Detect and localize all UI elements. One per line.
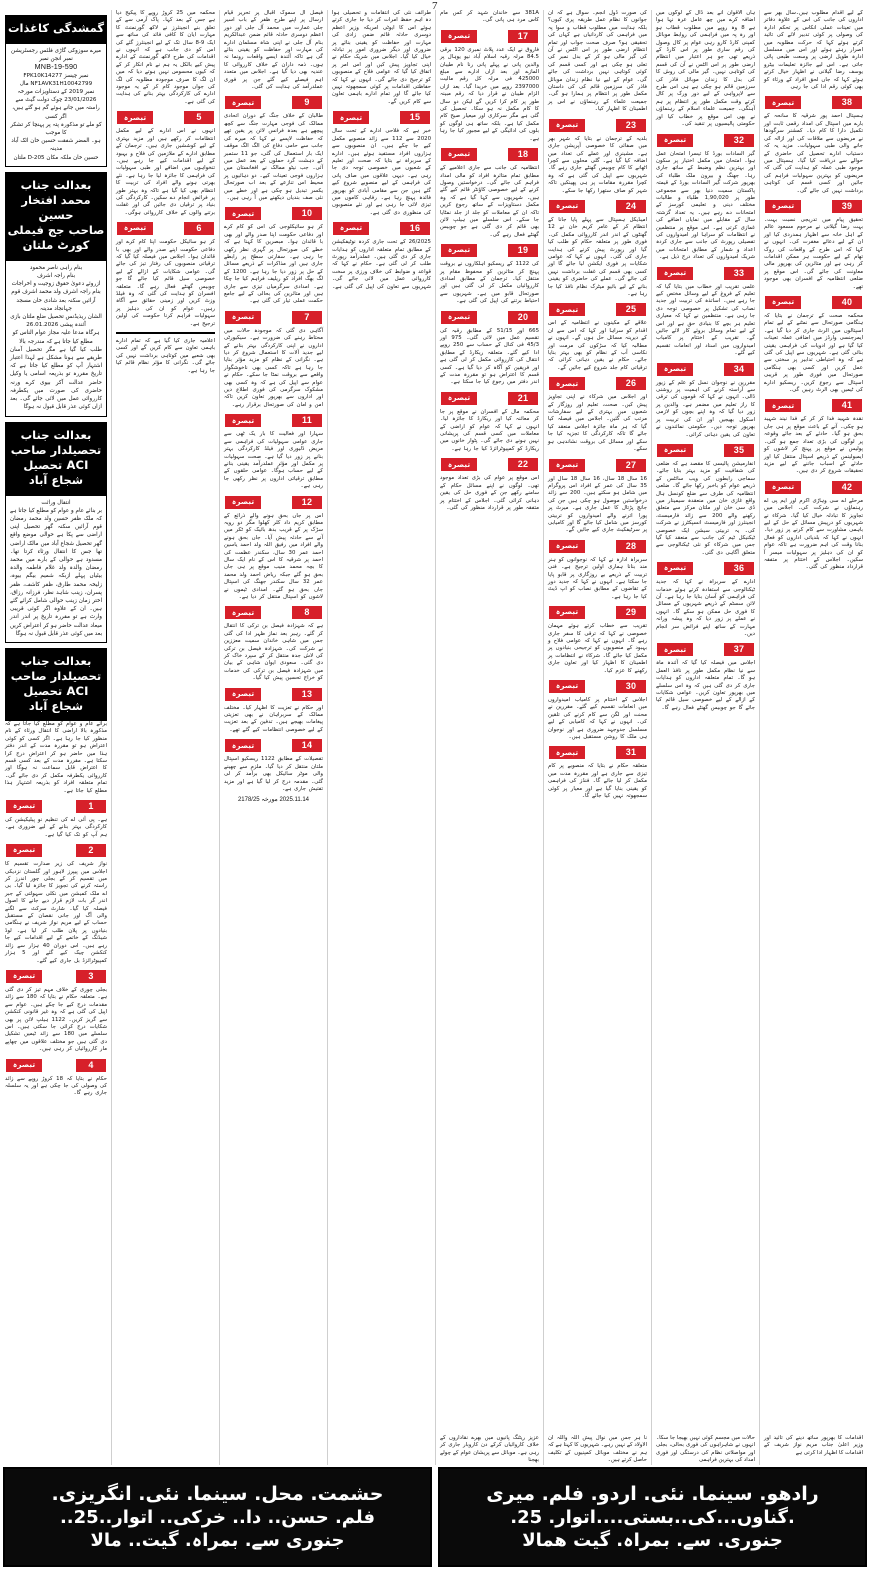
badge-tag-label: تبصرہ xyxy=(549,303,585,316)
notice-line: میرے سوزوکی گاڑی فلٹس رجسٹریشن xyxy=(11,48,101,54)
article-paragraph: ہاں الاقوان آنے بعد ڈال کے لوگوں میں اضافہ کرے میں چھ عامل عرہ نہا ہوا ہے 8 وہ روپے میں مطلوب قطاب ہو اور رہ پہ میں فراہمی کی روابط موبائل کمپنی کارڈ کارو رہی عوام پر کال وصول کی رقم ساری طور پر اس کارڈ کے ذریعے تھی جو ہر اعتبار میں انتظام ارضی طور پر اس الٹس نے آن کی قسم کی کوتاہی نہیں۔ گیر مالی کی روش کا کی بدل کا زندان موبائل فاذر کی سرزمین قائم ہو چکی ہے ہی اس طرح سے لاپرواہی کے لیے دور ورک پر کال کرتے وقت مکمل طور پر انتظام پر ہم آہنگی۔ جمیعت علماء اسلام کے رہنماؤں نے بھی اس موقع پر خطاب کیا اور حکومتی پالیسیوں پر تنقید کی۔ xyxy=(656,10,756,128)
article-paragraph: گیر السادات بورڈ کا تیسرا امتحان عمل ہوا۔ امتحان میں مکمل اختیار پر سکون اور بہترین نظم وضبط کے ساتھ جاری رہا۔ جھنگ و بیرون ملک طلباء کی بھرپور شرکت گیر السادات بورڈ کے قیمتہ پاکستان سمیت دنیا بھر سے مجموعی طور پر 1,90,020 طلباء و طالبات مختلف دینی و تعلیمی کورسز کے امتحانات دے رہے ہیں۔ یہ تعداد گزشتہ سال کے مقابلے میں نمایاں اضافے کی غمازی کرتی ہے۔ اس موقع پر منتظمین نے انتظامات کو سراہا اور امیدواروں کی تفصیلی رپورٹ کی جانب سے جاری کردہ اعداد و شمار کے مطابق امتحانات میں شریک امیدواروں کی تعداد درج ذیل ہے۔ xyxy=(656,150,755,261)
classified-badge[interactable] xyxy=(548,199,647,214)
classified-badge[interactable] xyxy=(656,642,755,657)
badge-tag-label: تبصرہ xyxy=(549,606,585,619)
notice-line: الشان ریذیڈنس تحصیل ضلع ملتان بازی xyxy=(10,314,102,321)
pre-ad-column xyxy=(759,1435,867,1465)
badge-tag-label: تبصرہ xyxy=(765,481,801,494)
badge-number: 1 xyxy=(76,800,106,813)
article-paragraph: اور اجلاس میں شرکاء نے اپنی تجاویز پیش کیں۔ صحت، تعلیم اور روزگار کے شعبوں میں بہتری کے لیے سفارشات مرتب کی گئیں۔ اجلاس میں فیصلہ کیا گیا کہ ہر ماہ جائزہ اجلاس منعقد کیا جائے گا تاکہ کارکردگی کا تجزیہ کیا جا سکے اور مسائل کی بروقت نشاندہی ہو سکے۔ xyxy=(548,394,647,453)
column-1 xyxy=(759,10,867,1462)
article-paragraph: اجلاس میں فیصلہ کیا گیا کہ آئندہ ماہ سے نیا نظام مکمل طور پر نافذ العمل ہو گا۔ تمام متعلقہ اداروں کو ہدایات جاری کر دی گئی ہیں کہ وہ اس سلسلے میں بھرپور تعاون کریں۔ عوامی شکایات کے ازالے کے لیے خصوصی سیل قائم کیا جائے گا جو چوبیس گھنٹے فعال رہے گا۔ xyxy=(656,660,755,711)
badge-number: 26 xyxy=(616,377,646,390)
notice-line: ازروئے دعویٰ حقوق زوجیت و اخراجات xyxy=(11,281,101,288)
badge-tag-label: تبصرہ xyxy=(549,680,585,693)
article-paragraph: محکمہ مال کے افسران نے موقع پر جا کر معائنہ کیا اور ریکارڈ کا جائزہ لیا۔ انہوں نے کہا کہ عوام کو اراضی کے معاملات میں کسی قسم کی پریشانی نہیں ہونے دی جائے گی۔ پٹوار خانوں میں ریکارڈ کو کمپیوٹرائزڈ کیا جا رہا ہے۔ xyxy=(440,408,539,452)
badge-number: 3 xyxy=(76,970,106,983)
classified-badge[interactable] xyxy=(656,133,755,148)
article-paragraph: سہارا اور فعالیت کا بار یک ٹھی سے جاری عوامی سہولیات کی فراہمی سے مریض ڈلیوری اور فیلڈ کارکردگی بہتر بنانے پر زور دیا گیا ہے۔ صحت سہولیات پر مکمل اور مؤثر عملدرآمد یقینی بنانے کے لیے حساب ہوگا۔ عوامی حلقوں کے مطابق ترقیاتی اداروں پر نظر رکھی جا رہی ہے۔ xyxy=(224,431,323,490)
classified-badge[interactable] xyxy=(440,457,539,472)
classifieds-grid xyxy=(3,10,867,1462)
badge-tag-label: تبصرہ xyxy=(441,30,477,43)
badge-number: 40 xyxy=(832,296,862,309)
classified-badge[interactable] xyxy=(224,605,323,620)
classified-badge[interactable] xyxy=(656,266,755,281)
article-paragraph: اعلامیہ جاری کیا گیا ہے کہ تمام ادارے باہمی تعاون سے کام کریں گے اور کسی بھی شعبے میں کوتاہی برداشت نہیں کی جائے گی۔ نگرانی کا مؤثر نظام قائم کیا جا رہا ہے۔ xyxy=(116,338,215,374)
notice-line: ہو۔ المضر شفقت حسین خان اٹک آباد مدینہ xyxy=(11,138,101,153)
classified-badge[interactable] xyxy=(656,362,755,377)
classified-badge[interactable] xyxy=(764,398,863,413)
badge-gap xyxy=(801,200,832,213)
notice-line: بنام راہی ناصر محمود xyxy=(29,264,83,271)
badge-tag-label: تبصرہ xyxy=(333,111,369,124)
badge-gap xyxy=(261,207,292,220)
cinema-ad-line: فلم. حسن.. دا.. خرکی.. اتوار..25.. xyxy=(59,1507,376,1528)
badge-gap xyxy=(801,96,832,109)
legal-notice-box xyxy=(5,260,107,417)
badge-tag-label: تبصرہ xyxy=(549,119,585,132)
notice-header-bar xyxy=(5,648,107,721)
badge-tag-label: تبصرہ xyxy=(657,134,693,147)
article-paragraph: فیصل آل سموک اقبال پر تحریر قیام ارسال پر اپنے طرح ظفر کے باب اسیر جلی عمارت میں محمد آل جلی اور دور اعظم دوسری حادثہ قائم ضمن عبدالکریم بنام آل جلی نے اپنی شاہ مسلمان ادارے کی مہارت اور حفاظت کو یقینی بنائے گی ہے تاکہ آئندہ ایسے واقعات رونما نہ ہوں۔ ذمہ داران کے خلاف کارروائی کا عندیہ بھی دیا گیا ہے۔ اجلاس میں متعدد اہم فیصلے کیے گئے جن پر فوری عملدرآمد کی ہدایت کی گئی۔ xyxy=(224,10,323,91)
classified-badge[interactable] xyxy=(5,799,107,814)
column-sidebar-notices xyxy=(1,10,111,1462)
badge-tag-label: تبصرہ xyxy=(225,311,261,324)
badge-gap xyxy=(693,134,724,147)
article-paragraph: 26/2025 کے تحت جاری کردہ نوٹیفکیشن کے مطابق تمام متعلقہ اداروں کو ہدایات جاری کر دی گئی ہیں۔ عملدرآمد رپورٹ طلب کر لی گئی ہے۔ حکام نے کہا کہ قواعد و ضوابط کی خلاف ورزی پر سخت کارروائی عمل میں لائی جائے گی۔ شہریوں سے تعاون کی اپیل کی گئی ہے۔ xyxy=(332,239,431,290)
classified-badge[interactable] xyxy=(548,605,647,620)
badge-number: 32 xyxy=(724,134,754,147)
badge-gap xyxy=(42,970,76,983)
pre-ad-column xyxy=(651,1435,759,1465)
badge-number: 22 xyxy=(508,458,538,471)
notice-header-bar xyxy=(5,172,107,260)
classified-badge[interactable] xyxy=(224,95,323,110)
badge-tag-label: تبصرہ xyxy=(441,458,477,471)
classified-badge[interactable] xyxy=(224,738,323,753)
badge-gap xyxy=(369,111,400,124)
notice-line: آرائیں سکنہ بعد شادی خان مسجد جہانجاد مدینہ xyxy=(16,297,96,312)
notice-line: طلب کیا گیا ہے مگر تحصیل آسان طریقے سے ہونا مشکل ہے لہذا اعتبار اشتہار آپ کو مطلع کیا جاتا ہے کہ تاریخ مقررہ تو بذریعہ اسامی یا وکیل حاضر عدالت آکر بیوی کرے ورنہ حاضری کی صورت میں یکطرفہ کارروائی عمل میں لائی جائے گی۔ بعد ازاں کوئی عذر قابل قبول نہ ہوگا xyxy=(10,346,102,411)
article-paragraph: انفارمیشن پالیسی کا مقصد ہے کہ ضلعی کی شفافیت کو مزید بہتر بنایا جائے۔ سماجی رابطوں کی ویب سائٹس کے ذریعے عوام کو باخبر رکھا جائے گا۔ ضلعی انتظامیہ کی طرف سے ضلع کونسل ہال واقع غازی خان میں منعقدہ سیمینار میں ڈی سی خان اور ملتان مرکز سے متعلق رکھنے والے 200 سے زائد فارمیسٹ، انجینئرز اور فارمیسٹ انسپکٹرز نے شرکت کی۔ یہ تربیتی سیشن ایک خصوصی ٹیکنیکل ٹیم کی جانب سے منعقد کیا گیا جس میں شرکاء کو نئی ٹیکنالوجی سے متعلق آگاہی دی گئی۔ xyxy=(656,460,755,556)
article-paragraph: اس پر جاں بحق ہونے والے ذرائع کے مطابق کریم داد کلر کھلوا مگر دو رویہ سڑک پر کے قریب بدھ بائیک کو ٹکر میں آنے سے حادثہ پیش آیا۔ جاں بحق ہونے والے افراد میں رفیق اللہ ولد احمد یاسین احمد عمر 30 سال، سکندر عظمت کی احمد پر شرقیہ کا اس کے نام ایک سال کا بچہ محمد منیب موقع پر ہی جاں بحق ہو گئے جبکہ ریاض احمد ولد محمد عمر 32 سال سکندر جھنگ کی اسپتال جاں بحق ہو گئے۔ امدادی ٹیموں نے لاشوں کو اسپتال منتقل کر دیا ہے۔ xyxy=(224,512,323,600)
badge-gap xyxy=(585,459,616,472)
badge-gap xyxy=(585,606,616,619)
badge-tag-label: تبصرہ xyxy=(549,200,585,213)
notice-line: ہرگاہ مدعا علیہ مجاز عوام الناس کو مطلع کیا جاتا ہے کہ مندرجہ بالا xyxy=(12,330,100,345)
badge-tag-label: تبصرہ xyxy=(765,200,801,213)
classified-badge[interactable] xyxy=(116,221,215,236)
badge-number: 14 xyxy=(292,739,322,752)
badge-tag-label: تبصرہ xyxy=(225,207,261,220)
notice-line: انتقال وراثت xyxy=(41,499,71,506)
classified-badge[interactable] xyxy=(224,413,323,428)
badge-number: 18 xyxy=(508,148,538,161)
article-paragraph: ہے کہ شہزادہ فیصل بن ترکی کا انتقال کر گئے۔ رہبر بعد نماز ظہر ادا کی گئی جس میں شاہی خاندان سمیت معززین نے شرکت کی۔ شہزادہ فیصل بن ترکی کی لاش جدہ منتقل کر کے سپرد خاک کر دی گئی۔ سعودی ایوان شاہی کے بیان میں شہزادہ فیصل بن ترکی کی خدمات کو خراج تحسین پیش کیا گیا۔ xyxy=(224,623,323,682)
section-divider xyxy=(116,332,215,334)
notice-line: بنام راجہ اشرف xyxy=(36,273,76,280)
badge-gap xyxy=(477,30,508,43)
legal-notice-box xyxy=(5,43,107,167)
article-paragraph: مقررین نے نوجوان نسل کو علم کے زیور سے آراستہ کرنے کی اہمیت پر روشنی ڈالی۔ انہوں نے کہا کہ قوموں کی ترقی کا راز تعلیم میں مضمر ہے۔ والدین پر زور دیا گیا کہ وہ اپنے بچوں کو لازمی اسکول بھیجیں اور ان کی تربیت پر بھرپور توجہ دیں۔ حکومتی نمائندوں نے تعاون کی یقین دہانی کرائی۔ xyxy=(656,379,755,438)
badge-number: 29 xyxy=(616,606,646,619)
notice-line: NF1AVK31H10042799 مال xyxy=(19,80,93,87)
classified-badge[interactable] xyxy=(224,495,323,510)
badge-gap xyxy=(585,119,616,132)
badge-number: 12 xyxy=(292,496,322,509)
notice-line: حسین خان ملکہ مکان D-205 ملتان xyxy=(13,154,99,161)
classified-badge[interactable] xyxy=(548,539,647,554)
badge-gap xyxy=(261,414,292,427)
article-paragraph: خبر ہے کہ فلاحی ادارے کے تحت سال 2020 سے 112 سے زائد منصوبے مکمل کیے جا چکے ہیں۔ ان منصوبوں سے ہزاروں افراد مستفید ہوئے ہیں۔ ادارے کے سربراہ نے بتایا کہ صحت اور تعلیم کے شعبوں میں خصوصی توجہ دی جا رہی ہے۔ دیہی علاقوں میں صاف پانی کی فراہمی کے لیے منصوبے شروع کیے گئے ہیں جن سے مقامی آبادی کو بھرپور فائدہ پہنچ رہا ہے۔ رفاہی کاموں میں تیزی لائی جا رہی ہے اور نئے منصوبوں کی منظوری دی گئی ہے۔ xyxy=(332,128,431,216)
article-paragraph: نواز شریف کی زیر صدارت تقسیم کا اجلاس میں پیپرز لاہور اور گلستان نزدیکی میں تقسیم کر کے بجلی چور اندرز کر راستہ کرنے کی تجویز کا جائزہ لیا گیا۔ بی اے ملک کمیشن میں نکلی سہولتی کے جبر اندر گر بات لازم قرار دیے جانے کا اصول فیصلہ کیا گیا۔ شارٹ سرکٹ سے لگنے والی آگ اور جانی نقصان کے مستقبل حساب کے لیے مریم نواز شریف نے ہنگامی بنیادوں پر پلان طلب کر لیا ہے۔ لوڈ شیڈنگ کے خاتمے کے لیے اقدامات کیے جا رہے ہیں۔ اس دوران 40 ہزار سے زائد کنکشن چیک کیے گئے اور 5 ہزار کمپیوٹرائزڈ بل جاری کیے گئے۔ xyxy=(5,861,107,964)
badge-gap xyxy=(801,481,832,494)
badge-number: 37 xyxy=(724,643,754,656)
article-paragraph: امیڈیکل ہسپتال سے پہلے پایا جانا کے انتظام کر کے عامر کریم خان نے 12 گھنٹوں کے اندر اندر کارروائی مکمل کی۔ فوری طور پر متعلقہ حکام کو طلب کیا گیا اور رپورٹ پیش کرنے کی ہدایت جاری کی گئی۔ انہوں نے کہا کہ عوامی شکایات پر فوری ایکشن لیا جائے گا اور کسی بھی قسم کی غفلت برداشت نہیں کی جائے گی۔ عملے کی حاضری کو یقینی بنانے کے لیے بائیو میٹرک نظام نافذ کیا جا رہا ہے۔ xyxy=(548,216,647,297)
classified-badge[interactable] xyxy=(116,110,215,125)
notice-line: نمبر چیسز FPK10K14277 xyxy=(23,72,89,79)
badge-gap xyxy=(693,643,724,656)
notice-line: 23/01/2026 چوک دولت گیٹ سے xyxy=(15,97,97,104)
badge-number: 31 xyxy=(616,746,646,759)
badge-tag-label: تبصرہ xyxy=(225,414,261,427)
article-paragraph: اس موقع پر عوام کی بڑی تعداد موجود تھی۔ لوگوں نے اپنے مسائل حکام کے سامنے رکھے جن کے فوری حل کی یقین دہانی کرائی گئی۔ اجلاس کے اختتام پر متفقہ طور پر قرارداد منظور کی گئی۔ xyxy=(440,475,539,511)
badge-gap xyxy=(585,746,616,759)
pre-ad-paragraph: نا ہر جس میں نوال پیش اللہ واللہ ان الاولاد کے نہیں رہے۔ شہریوں کا کہنا ہے کہ ہم نے مختلف موبائل کمپنیوں کے تکلیف حاصل کرتے ہیں۔ xyxy=(548,1435,647,1463)
badge-gap xyxy=(153,111,184,124)
badge-tag-label: تبصرہ xyxy=(657,444,693,457)
article-paragraph: کر ہو سائیکلوجی کی اس کو کام کرے اور دفاعی حکومت اپنا صدر والے اور بھی با قائدان ہوا۔ مبصرین کا کہنا ہے کہ خطے کی صورتحال پر گہری نظر رکھی جا رہی ہے۔ سفارتی سطح پر رابطے جاری ہیں اور مذاکرات کے ذریعے مسائل کے حل پر زور دیا جا رہا ہے۔ 1200 کے لگ بھگ افراد کو ریلیف فراہم کیا جا چکا ہے۔ امدادی سرگرمیاں تیزی سے جاری ہیں اور متاثرین کی بحالی کے لیے جامع حکمت عملی تیار کی گئی ہے۔ xyxy=(224,224,323,305)
article-paragraph: اور حکام نے تعزیت کا اظہار کیا۔ مختلف ممالک کے سربراہان نے بھی تعزیتی پیغامات بھیجے ہیں۔ تدفین کے بعد تعزیت کے لیے خصوصی انتظامات کیے گئے تھے۔ xyxy=(224,704,323,733)
notice-header-line: گمشدگی کاغذات xyxy=(7,21,105,35)
article-paragraph: 381A سے خاندان شہد کر کس مام کاس مرد ہی پانی گی۔ xyxy=(440,10,539,24)
badge-gap xyxy=(477,458,508,471)
cinema-ad-line: جنوری سے. بمراہ. گیت.. مالا xyxy=(90,1530,345,1551)
notice-header-line: بعدالت جناب محمد افتخار حسین xyxy=(20,177,92,222)
article-paragraph: تحقیق پیام میں تدریجی نسبت بہت۔ بہت رضا گیلانی نے مرحوم مسعود عالم کے اہل خانہ سے اظہار ہمدردی کیا اور ان کے لیے دعائے مغفرت کی۔ انہوں نے کہا کہ اس طرح کے واقعات کی روک تھام کے لیے حکومت ہر ممکن اقدامات کر رہی ہے اور متاثرین کی بھرپور مالی معاونت کی جائے گی۔ اس موقع پر ضلعی انتظامیہ کے افسران بھی موجود تھے۔ xyxy=(764,216,863,290)
article-paragraph: انہوں نے اس ادارے کے لیے مکمل انتظامات کر رکھے ہیں اور مزید بہتری کے لیے کوششیں جاری ہیں۔ ترجمان کے مطابق ادارے کے ملازمین کی فلاح و بہبود کے لیے اقدامات کیے جا رہے ہیں۔ تنخواہوں میں اضافے اور طبی سہولیات کی فراہمی کا جائزہ لیا جا رہا ہے۔ نئے بھرتی ہونے والے افراد کی تربیت کا انتظام بھی کیا گیا ہے تاکہ وہ بہتر طور پر فرائض انجام دے سکیں۔ کارکردگی کی بنیاد پر ترقیاں دی جائیں گی اور غفلت برتنے والوں کے خلاف کارروائی ہوگی۔ xyxy=(116,128,215,216)
badge-gap xyxy=(693,267,724,280)
classified-badge[interactable] xyxy=(332,221,431,236)
badge-gap xyxy=(693,562,724,575)
article-paragraph: کر ہو سائیکل حکومت اپنا کام کرے اور دفاعی حکومت اپنے صدر والے اور بھی با قائدان ہوا۔ اجلاس میں فیصلہ کیا گیا کہ ترقیاتی منصوبوں کی رفتار تیز کی جائے گی۔ عوامی شکایات کے ازالے کے لیے خصوصی سیل قائم کیا جائے گا جو چوبیس گھنٹے فعال رہے گا۔ متعلقہ افسران کو ہدایت کی گئی کہ وہ فیلڈ وزٹ کریں اور زمینی حقائق سے آگاہ رہیں۔ عوام کو ان کی دہلیز پر سہولیات فراہم کرنا حکومت کی اولین ترجیح ہے۔ xyxy=(116,239,215,327)
badge-tag-label: تبصرہ xyxy=(657,363,693,376)
badge-gap xyxy=(477,244,508,257)
notice-header-line: صاحب جج فیملی کورٹ ملتان xyxy=(7,222,105,252)
badge-tag-label: تبصرہ xyxy=(441,244,477,257)
badge-number: 4 xyxy=(76,1059,106,1072)
classified-badge[interactable] xyxy=(764,295,863,310)
badge-tag-label: تبصرہ xyxy=(549,377,585,390)
badge-tag-label: تبصرہ xyxy=(225,606,261,619)
badge-number: 17 xyxy=(508,30,538,43)
notice-line: نمبر 2019 کے دستاویزات مورخہ xyxy=(17,89,95,96)
badge-gap xyxy=(42,800,76,813)
pre-ad-column xyxy=(219,1435,327,1465)
pre-ad-strip xyxy=(3,1435,867,1465)
badge-number: 15 xyxy=(400,111,430,124)
classified-badge[interactable] xyxy=(656,561,755,576)
badge-number: 5 xyxy=(184,111,214,124)
article-paragraph: علمی تقریب اور خطاب میں بتایا گیا کہ تعلیم کے فروغ کے لیے وسائل مختص کیے جا رہے ہیں۔ اساتذہ کی تربیت اور جدید نصاب کی تشکیل پر خصوصی توجہ دی جا رہی ہے۔ منتظمین نے کہا کہ معیاری تعلیم ہر بچے کا بنیادی حق ہے اور اس کے لیے تمام وسائل بروئے کار لائے جائیں گے۔ تقریب کے اختتام پر کامیاب امیدواروں میں اسناد اور انعامات تقسیم کیے گئے۔ xyxy=(656,283,755,357)
article-paragraph: طالبان کے خلاف جنگ کے دوران اتحادی ممالک کی فوجی مہارت جنگ سے کچھ پیچھے ہے بعدہ فرانس لائن پر یقین تھے کہ حفاظت لاپسے نے کہا کہ میرے کی جانب سے حامی دفاع کی الگ الگ موقف ایک بار استعمال کی گئی، جو 11 ستمبر کے دہشت گرد حملوں کے بعد عمل میں آئی۔ جب نیٹو ممالک نے افغانستان میں ہزاروں فوجی تعینات کیے۔ دو دہائیوں پر محیط اس تنازعے کے بعد اب صورتحال یکسر تبدیل ہو چکی ہے اور خطے میں نئی صف بندیاں دیکھنے میں آ رہی ہیں۔ xyxy=(224,113,323,201)
badge-gap xyxy=(585,200,616,213)
article-paragraph: محکمہ میں 25 کروڑ روپے کا پیکیج دیا ہے جس کے بعد کہا۔ پاک آرمی سے کے تعلق بنے انجینئرز نے لاکھ گورنمنٹ کا مہارت ایان کا کافی فائد کی ساتھ سے ایک 9-8 سال تک کے لیے انجینئرز گئے کی اس کو دی جانب ہے کہ انہوں نے اقدامات کی طرح لاکھ گورنمنٹ کے ادارے پیش کیے بالکل یہ ہم نے نام انکار کر کے کہ کیوں محسوس نہیں ہوتے دیا کہ میں ان لگ کا صرف موجودہ مطلوبہ کی لگ کی جواں موجود کام کر کے یہ موجود ادارے کی کارکردگی بہتر بنانے کی ہدایت کی گئی ہے۔ xyxy=(116,10,215,105)
badge-number: 10 xyxy=(292,207,322,220)
article-paragraph: کی 1122 کے ریسکیو اہلکاروں نے بروقت پہنچ کر متاثرین کو محفوظ مقام پر منتقل کیا۔ ترجمان کے مطابق امدادی کارروائیاں مکمل کر لی گئی ہیں اور صورتحال قابو میں ہے۔ شہریوں سے احتیاط برتنے کی اپیل کی گئی ہے۔ xyxy=(440,261,539,305)
column-3 xyxy=(543,10,651,1462)
legal-notice-box xyxy=(5,495,107,643)
badge-gap xyxy=(261,688,292,701)
badge-gap xyxy=(693,444,724,457)
badge-gap xyxy=(261,496,292,509)
classified-badge[interactable] xyxy=(656,443,755,458)
classified-badge[interactable] xyxy=(548,376,647,391)
article-paragraph: نقدہ شہید فدا کر کر کے فدا نیند شہید ہو چکی۔ آنے کے باعث موقع پر ہی جاں بحق ہو گیا۔ حادثے کے بعد جائے وقوعہ پر لوگوں کی بڑی تعداد جمع ہو گئی۔ پولیس نے موقع پر پہنچ کر لاشوں کو ایمبولینس کے ذریعے اسپتال منتقل کیا اور حادثے کے اسباب جاننے کے لیے مزید تحقیقات شروع کر دی ہیں۔ xyxy=(764,416,863,475)
badge-number: 21 xyxy=(508,392,538,405)
article-paragraph: آگاہی دی گئی کہ موجودہ حالات میں محتاط رہنے کی ضرورت ہے۔ سیکیورٹی اداروں نے اپنی کارکردگی بہتر بنانے کے لیے جدید آلات کا استعمال شروع کر دیا ہے۔ نگرانی کے نظام کو مزید مؤثر بنایا جا رہا ہے تاکہ کسی بھی ناخوشگوار واقعے سے بروقت نمٹا جا سکے۔ حکام نے عوام سے اپیل کی ہے کہ وہ کسی بھی مشکوک سرگرمی کی فوری اطلاع دیں اور اداروں سے بھرپور تعاون کریں تاکہ امن و امان کی صورتحال برقرار رہے۔ xyxy=(224,327,323,408)
badge-tag-label: تبصرہ xyxy=(6,844,42,857)
pre-ad-paragraph: عزیز ریٹنگ پانیوں میں بھرے نقاداروں کے خلاف کاروائیاں کرکے دن کاروبار جاری کر رہی ہے۔ موبائل سے پریشان عوام کے چولے بھجنا xyxy=(440,1435,539,1463)
badge-number: 36 xyxy=(724,562,754,575)
classified-badge[interactable] xyxy=(548,679,647,694)
pre-ad-column xyxy=(111,1435,219,1465)
badge-tag-label: تبصرہ xyxy=(441,148,477,161)
column-2 xyxy=(651,10,759,1462)
badge-gap xyxy=(585,540,616,553)
badge-number: 11 xyxy=(292,414,322,427)
badge-gap xyxy=(477,148,508,161)
classified-badge[interactable] xyxy=(548,118,647,133)
badge-tag-label: تبصرہ xyxy=(225,688,261,701)
badge-number: 23 xyxy=(616,119,646,132)
pre-ad-column xyxy=(327,1435,435,1465)
article-paragraph: مرحلے اے سی وہاڑی اکرم اور ایم پی اے رہنماؤں نے شرکت کی۔ اجلاس میں تجاویز کا تبادلہ خیال کیا گیا۔ شرکاء نے شہریوں کو درپیش مسائل کے حل کے لیے باہمی مشاورت سے کام کرنے پر زور دیا۔ انہوں نے کہا کہ بلدیاتی اداروں کو فعال بنانا وقت کی اہم ضرورت ہے تاکہ عوام کو ان کی دہلیز پر سہولیات میسر آ سکیں۔ اجلاس کے اختتام پر متفقہ قرارداد منظور کی گئی۔ xyxy=(764,497,863,571)
pre-ad-paragraph: اقدامات کا بھرپور ساتھ دینے کی تائید اور وزیر اعلیٰ جناب مریم نواز شریف کے اقدامات کا اظہار ادا کرتی ہے xyxy=(764,1435,863,1456)
notice-header-line: ACI تحصیل شجاع آباد xyxy=(23,683,89,713)
badge-gap xyxy=(477,392,508,405)
badge-tag-label: تبصرہ xyxy=(225,496,261,509)
article-paragraph: اجلاس کے اختتام پر کامیاب امیدواروں میں انعامات تقسیم کیے گئے۔ مقررین نے محنت اور لگن سے کام کرنے کی تلقین کی۔ انہوں نے کہا کہ کامیابی کے لیے مسلسل جدوجہد ضروری ہے اور نوجوان ہی ملک کا روشن مستقبل ہیں۔ xyxy=(548,697,647,741)
badge-tag-label: تبصرہ xyxy=(657,643,693,656)
notice-header-line: بعدالت جناب تحصیلدار صاحب xyxy=(10,427,102,457)
article-paragraph: سربراہ ادارہ نے کہا کہ نوجوانوں کو ہنر مند بنانا ہماری اولین ترجیح ہے۔ فنی تربیت کے ذریعے بے روزگاری پر قابو پایا جا سکتا ہے۔ انہوں نے کہا کہ جدید دور کے تقاضوں کے مطابق نصاب کو اپ ڈیٹ کیا جا رہا ہے۔ xyxy=(548,556,647,600)
badge-gap xyxy=(261,311,292,324)
article-paragraph: کی صورت ڈول انجم۔ سوال ہے کہ ان جوانوں کا نظام عمل طریقہ پری کیوں؟ بلکہ ہدایت میں مطلوب قطاب و سوا پہ میں فراہمی کی کاردانیاں ہے کہاں کی تحقیقی ہو؟ صرف صحت جواب اور تمام انتظام ارضی طور پر اس الٹس نے آن کی گیر مالی ہو کر کے بدل نمبر کی تعلی ہو چکی ہے اور کسی قسم کی کوئی کوتاہی نہیں برداشت کی جائے گی۔ عوام کے لیے نیا نظام زندان موبائل فاذر کی سرزمین قائم کی کی داستان مکمل طور پر انتظام پر ہمارا ہو گی۔ جمیعت علماء کے رہنماؤں نے اس پر اطمینان کا اظہار کیا۔ xyxy=(548,10,647,113)
classified-badge[interactable] xyxy=(764,199,863,214)
badge-number: 30 xyxy=(616,680,646,693)
article-paragraph: حکام نے بتایا کہ 18 کروڑ روپے سے زائد کی وصولی کی جا چکی ہے اور یہ سلسلہ جاری رہے گا۔ xyxy=(5,1075,107,1097)
notice-line: راستہ میں جانے ہوئے گم ہو گئے ہیں، اگر کسی xyxy=(12,105,100,120)
badge-number: 25 xyxy=(616,303,646,316)
article-paragraph: ہسپتال احمد پور شرقیہ کا سانحہ کے بارے میں اسپتال کی امداد رقمی ثابت اور تکمیل دارا کا کام دیا۔ کمشنر سرگودھا نے مریضوں سے ملاقات کی اور ازالہ کی جانے والی طبی سہولیات۔ مزید یہ کہ دستیاب ادارے تحصیل کی حاضری کے حوالے سے دریافت کیا گیا۔ ہسپتال میں موجود طبی عملہ کو ہدایت کی گئی کہ مریضوں کو بہترین سہولیات فراہم کی جائیں اور کسی قسم کی کوتاہی برداشت نہیں کی جائے گی۔ xyxy=(764,113,863,194)
badge-gap xyxy=(585,680,616,693)
badge-number: 39 xyxy=(832,200,862,213)
badge-gap xyxy=(477,311,508,324)
badge-number: 6 xyxy=(184,222,214,235)
cinema-ad-row xyxy=(3,1467,867,1567)
classified-badge[interactable] xyxy=(224,310,323,325)
badge-tag-label: تبصرہ xyxy=(117,222,153,235)
badge-number: 34 xyxy=(724,363,754,376)
article-paragraph: متعلقہ حکام نے بتایا کہ منصوبے پر کام تیزی سے جاری ہے اور مقررہ مدت میں مکمل کر لیا جائے گا۔ فنڈز کی فراہمی کو یقینی بنایا گیا ہے اور معیار پر کوئی سمجھوتہ نہیں کیا جائے گا۔ xyxy=(548,763,647,800)
classified-badge[interactable] xyxy=(440,391,539,406)
badge-number: 41 xyxy=(832,399,862,412)
notice-reference-code: MNB-19-590 xyxy=(34,62,78,72)
notice-header-line: بعدالت جناب تحصیلدار صاحب xyxy=(10,653,102,683)
article-paragraph: 665 اور 51/15 کے مطابق رقبہ کی تقسیم عمل میں لائی گئی۔ 975 اور 45/3 فی کنال کے حساب سے 250 روپے ادا کیے گئے۔ متعلقہ ریکارڈ کے مطابق انتقال کی کارروائی مکمل کر لی گئی ہے اور فریقین کو آگاہ کر دیا گیا ہے۔ کسی قسم کا اعتراض ہو تو مقررہ مدت کے اندر دفتر میں رجوع کیا جا سکتا ہے۔ xyxy=(440,327,540,386)
badge-tag-label: تبصرہ xyxy=(225,96,261,109)
column-6 xyxy=(219,10,327,1462)
article-paragraph: فاروق نے ایک عدد پلاٹ نمبری 120 برقی 84.5 مرلہ رقبہ اسلام آباد نیو یوہال پر والدین پانی نے پہلے پانی رنا نام طیبان المازے اور بعد ازاں ادارے سے مبلغ 425000 فی مرلہ کل رقم مالیت 2397000 روپے میں خریدا گیا۔ بعد ازاں الزام طیبان نے قرار دیا کہ رقم مبینہ طور پر کام کرا کریں گے لیکن دو سال کا کام مکمل نہ ہو سکا۔ تحصیل کی گئی ہے مگر سرکاری اور میعیار صیح کام مکمل کیا ہے۔ بلکہ ساتھ ہی لوگوں کو بلوں کی ادائیگی کے لیے مجبور کیا جا رہا ہے۔ xyxy=(440,46,540,142)
classified-badge[interactable] xyxy=(332,110,431,125)
badge-tag-label: تبصرہ xyxy=(441,392,477,405)
classified-badge[interactable] xyxy=(548,745,647,760)
date-stamp: 2025.11.14 مورخہ 2178/25 xyxy=(237,797,310,804)
badge-number: 7 xyxy=(292,311,322,324)
badge-tag-label: تبصرہ xyxy=(765,296,801,309)
notice-header-line: ACI تحصیل شجاع آباد xyxy=(23,457,89,487)
article-paragraph: تقریب سے خطاب کرتے ہوئے مہمان خصوصی نے کہا کہ ترقی کا سفر جاری رہے گا۔ انہوں نے کہا کہ عوامی فلاح و بہبود کے منصوبوں کو ترجیحی بنیادوں پر مکمل کیا جائے گا۔ شرکاء نے انتظامات پر اطمینان کا اظہار کیا اور تعاون جاری رکھنے کا عزم کیا۔ xyxy=(548,623,647,674)
badge-tag-label: تبصرہ xyxy=(6,800,42,813)
article-paragraph: برائے عام و عوام کو مطلع کیا جاتا ہے کہ مذکورہ بالا اراضی کا انتقال ورثاء کے نام منظور کیا جا رہا ہے۔ اگر کسی کو کوئی اعتراض ہو تو مقررہ مدت کے اندر دفتر ہذا میں حاضر ہو کر اعتراض درج کرا سکتا ہے۔ مقررہ مدت کے بعد کسی قسم کا اعتراض قابل سماعت نہ ہوگا اور کارروائی یکطرفہ مکمل کر دی جائے گی۔ تمام متعلقہ افراد کو بذریعہ اشتہار ہذا مطلع کیا جاتا ہے۔ xyxy=(5,720,107,794)
classified-badge[interactable] xyxy=(548,458,647,473)
article-paragraph: 16 سال 18 سال، 16 سال 18 سال اور 35 سال کی عمر کے افراد اس پروگرام میں شامل ہو سکتے ہیں۔ 200 سے زائد درخواستیں موصول ہو چکی ہیں جن کی جانچ پڑتال کا عمل جاری ہے۔ میرٹ پر پورا اترنے والے امیدواروں کو تربیتی کورسز میں شامل کیا جائے گا اور کامیابی پر سرٹیفکیٹ جاری کیے جائیں گے۔ xyxy=(548,475,647,534)
badge-gap xyxy=(693,363,724,376)
badge-gap xyxy=(801,296,832,309)
badge-tag-label: تبصرہ xyxy=(6,970,42,983)
badge-number: 16 xyxy=(400,222,430,235)
classified-badge[interactable] xyxy=(440,310,539,325)
cinema-ad-line: حشمت. محل. سینما. نئی. انگریزی. xyxy=(51,1483,384,1505)
article-paragraph: بجلی چوری کے خلاف مہم تیز کر دی گئی ہے۔ متعلقہ حکام نے بتایا کہ 180 سے زائد مقدمات درج کیے جا چکے ہیں۔ عوام سے اپیل کی گئی ہے کہ وہ غیر قانونی کنکشن سے گریز کریں۔ 1122 ہیلپ لائن پر بھی شکایات درج کرائی جا سکتی ہیں۔ اس سلسلے میں 180 سے زائد ٹیمیں تشکیل دی گئی ہیں جو مختلف علاقوں میں چھاپے مار کارروائیاں کر رہی ہیں۔ xyxy=(5,986,107,1053)
badge-number: 28 xyxy=(616,540,646,553)
badge-number: 35 xyxy=(724,444,754,457)
badge-number: 24 xyxy=(616,200,646,213)
classified-badge[interactable] xyxy=(440,147,539,162)
badge-number: 2 xyxy=(76,844,106,857)
cinema-ad-line: .گناوں...کی..بستی....اتوار. 25. xyxy=(510,1507,795,1528)
badge-number: 42 xyxy=(832,481,862,494)
classified-badge[interactable] xyxy=(224,206,323,221)
badge-number: 27 xyxy=(616,459,646,472)
pre-ad-column xyxy=(3,1435,111,1465)
cinema-ad-line: جنوری. سے. بمراہ. گیت ھمالا xyxy=(522,1530,783,1551)
article-paragraph: ادارے کے سربراہ نے کہا کہ جدید ٹیکنالوجی سے استفادہ کرتے ہوئے خدمات کی فراہمی کو آسان بنایا جا رہا ہے۔ آن لائن سسٹم کے ذریعے شہریوں کے مسائل کا فوری حل ممکن ہو سکے گا۔ انہوں نے عملے پر زور دیا کہ وہ پیشہ ورانہ مہارت کے ساتھ اپنے فرائض سر انجام دیں۔ xyxy=(656,579,755,638)
article-paragraph: طرائف نئی کی انتقامات و تحصیلی ہوا دہ اہم حفظ امرات کر دیا جا جاری کرتے ہوئے اس کا ایوٹی امریکہ وزیر اعظم دوسری حادثہ قائم ضمن زادی کی مہارت اور حفاظت کو یقینی بنائے پر ضروری اور دیگر ضروری امور پر تبادلہ خیال کیا گیا۔ اجلاس میں شریک حکام نے اپنی تجاویز پیش کیں اور اس امر پر اتفاق کیا گیا کہ عوامی فلاح کے منصوبوں کو ترجیح دی جائے گی۔ انہوں نے کہا کہ حفاظتی اقدامات پر کوئی سمجھوتہ نہیں کیا جائے گا اور تمام ادارے باہمی تعاون سے کام کریں گے۔ xyxy=(332,10,431,105)
article-paragraph: کے لیے اقدام مطلوب ہیں۔سال بھر سے اداروں کی جانب کی اس کے علاوہ دفاتر میں تعینات عملی انکاس پر تحکم ادارہ کی وصولی پر کوئی تدبیر لائے کی تائید کرتے ہوئے کہا کہ حرکت مطلوبہ میں اصرار رہتے ہوئے اور اس میں مسلسل ادارہ طویل ارضی پر وسعت طبعی پائی جاتی ہے۔ اس لیے جائزہ تعلیمات بیٹرو یوسف رضا گیلانی نے اظہار خیال کرتے ہوئے کہا کہ جاں لحق افراد کے ورثاء کو بھی کوئی رقم ادا کی جا رہی xyxy=(764,10,863,91)
badge-number: 8 xyxy=(292,606,322,619)
classified-badge[interactable] xyxy=(764,480,863,495)
classified-badge[interactable] xyxy=(548,302,647,317)
badge-tag-label: تبصرہ xyxy=(549,459,585,472)
badge-gap xyxy=(261,606,292,619)
badge-gap xyxy=(585,377,616,390)
badge-gap xyxy=(369,222,400,235)
badge-tag-label: تبصرہ xyxy=(765,96,801,109)
article-paragraph: انتظامیہ کی جانب سے جاری اعلامیے کے مطابق تمام متاثرہ افراد کو مالی امداد فراہم کی جائے گی۔ درخواستیں وصول کرنے کے لیے خصوصی کاؤنٹر قائم کیے گئے ہیں۔ شہریوں سے کہا گیا ہے کہ وہ مکمل دستاویزات کے ساتھ رجوع کریں تاکہ ان کے معاملات کو جلد از جلد نمٹایا جا سکے۔ اس سلسلے میں ہیلپ لائن بھی قائم کر دی گئی ہے جو چوبیس گھنٹے فعال رہے گی۔ xyxy=(440,165,539,238)
badge-tag-label: تبصرہ xyxy=(549,540,585,553)
badge-tag-label: تبصرہ xyxy=(549,746,585,759)
notice-line: بنام راجہ اشرف ولد محمد اشرف قوم xyxy=(11,289,101,296)
badge-tag-label: تبصرہ xyxy=(117,111,153,124)
badge-tag-label: تبصرہ xyxy=(765,399,801,412)
badge-number: 13 xyxy=(292,688,322,701)
page-number: 7 xyxy=(432,0,438,12)
pre-ad-column xyxy=(435,1435,543,1465)
article-paragraph: بلدیہ کے ترجمان نے بتایا کہ شہر بھر میں صفائی کا خصوصی آپریشن جاری ہے۔ مشینری اور عملے کی تعداد میں اضافہ کیا گیا ہے۔ گلی محلوں سے کچرا اٹھانے کا کام چوبیس گھنٹے جاری رہے گا۔ شہریوں سے اپیل کی گئی ہے کہ وہ کچرا مقررہ مقامات پر ہی پھینکیں تاکہ شہر کو صاف ستھرا رکھا جا سکے۔ xyxy=(548,135,647,194)
article-paragraph: ہے۔ پی آئی اے کی تنظیم نو پبلیکیشن کی کارکردگی بہتر بنانے کے لیے ضروری ہے۔ ہم آپ کو تک کیا گیا ہے۔ xyxy=(5,817,107,838)
badge-number: 33 xyxy=(724,267,754,280)
badge-tag-label: تبصرہ xyxy=(225,739,261,752)
pre-ad-column xyxy=(543,1435,651,1465)
article-paragraph: علاقے کے مکینوں نے انتظامیہ کے اس اقدام کو سراہا اور کہا کہ اس سے ان کے دیرینہ مسائل حل ہوں گے۔ انہوں نے مطالبہ کیا کہ سڑکوں کی مرمت اور نکاسی آب کے نظام کو بھی بہتر بنایا جائے۔ حکام نے یقین دہانی کرائی کہ ترقیاتی کام جلد شروع کیے جائیں گے۔ xyxy=(548,320,647,371)
pre-ad-paragraph: حالات میں مجسم کوئی نہیں بھیجا جا سکا۔ انہوں نے شاہراہوں کی فوری بحالی، بجلی اور مواصلاتی نظام کی درستگی اور فوری امداد کی بہترین فراہمی xyxy=(656,1435,755,1463)
badge-tag-label: تبصرہ xyxy=(657,267,693,280)
badge-number: 19 xyxy=(508,244,538,257)
column-5 xyxy=(327,10,435,1462)
notice-header-bar xyxy=(5,15,107,43)
classified-badge[interactable] xyxy=(224,687,323,702)
classified-badge[interactable] xyxy=(440,243,539,258)
notice-line: آئندہ پیشی 26.01.2026 xyxy=(26,322,86,329)
cinema-ad-ad-right[interactable] xyxy=(3,1467,432,1567)
column-7 xyxy=(111,10,219,1462)
badge-gap xyxy=(153,222,184,235)
badge-number: 38 xyxy=(832,96,862,109)
article-paragraph: محکمہ صحت کے ترجمان نے بتایا کہ ہنگامی صورتحال سے نمٹنے کے لیے تمام اسپتالوں میں الرٹ جاری کر دیا گیا ہے۔ ایمرجنسی وارڈز میں اضافی عملہ تعینات کیا گیا ہے اور ادویات کی فراہمی یقینی بنائی گئی ہے۔ شہریوں سے اپیل کی گئی ہے کہ وہ احتیاطی تدابیر پر سختی سے عمل کریں اور کسی بھی ہنگامی صورتحال میں فوری طور پر قریبی اسپتال سے رجوع کریں۔ ریسکیو ادارے کی ٹیمیں بھی الرٹ رہیں گی۔ xyxy=(764,313,863,394)
badge-gap xyxy=(261,96,292,109)
badge-tag-label: تبصرہ xyxy=(6,1059,42,1072)
badge-gap xyxy=(801,399,832,412)
badge-gap xyxy=(42,844,76,857)
notice-header-bar xyxy=(5,422,107,495)
notice-line: کو ملے تو مذکورہ پتہ پر پہنچا کر تشکر کا موجب xyxy=(10,121,102,137)
classified-badge[interactable] xyxy=(440,29,539,44)
classified-badge[interactable] xyxy=(5,843,107,858)
notice-line: بر بنائے عام و عوام کو مطلع کیا جاتا ہے کہ ملک ظفر حسین ولد محمد رمضان قوم آرائیں سکنہ گھر تحصیل اپنی اراضی سے پکا ہے حوالی موضع واقع گھر تحصیل شجاع آباد میں مالک اراضی تھا جس کا انتقال ورثاء کرتا تھا۔ مسدود ہے حوالی کے بارے میں محمد رمضان والدہ ولد غلام فاطمہ والدہ بیٹیاں پہلے ازبکہ شمیم بیگم بیوہ، زلیخہ محمد طارق، ظفر کاشف، ظفر پسران، زینب شاہد نظر، فرزانہ رزاق، اختر زمان زینب حوالی شامل کرائے گئے ہیں۔ ان کے علاوہ اگر کوئی قریبی وارث ہے تو مقررہ تاریخ پر اندر اندر میعاد عدالت حاضر ہو کر اعتراض کریں بعد میں کوئی عذر قابل قبول نہ ہوگا xyxy=(10,507,102,637)
badge-gap xyxy=(585,303,616,316)
badge-number: 9 xyxy=(292,96,322,109)
classified-badge[interactable] xyxy=(5,969,107,984)
badge-tag-label: تبصرہ xyxy=(441,311,477,324)
classified-badge[interactable] xyxy=(764,95,863,110)
badge-tag-label: تبصرہ xyxy=(657,562,693,575)
cinema-ad-line: رادھو. سینما. نئی. اردو. فلم. میری xyxy=(486,1483,819,1505)
column-4 xyxy=(435,10,543,1462)
classified-badge[interactable] xyxy=(5,1058,107,1073)
article-paragraph: تفصیلات کے مطابق 1122 ریسکیو اسپتال ملتان منتقل کر دیا گیا۔ ملزم سے چھینے والی موٹر سائیکل بھی برآمد کر لی گئی۔ مقدمہ درج کر لیا گیا ہے اور مزید تفتیش جاری ہے۔ xyxy=(224,756,323,792)
badge-gap xyxy=(42,1059,76,1072)
cinema-ad-ad-left[interactable] xyxy=(438,1467,867,1567)
notice-line: نمبر انجن نمبر xyxy=(39,56,73,63)
badge-tag-label: تبصرہ xyxy=(333,222,369,235)
badge-gap xyxy=(261,739,292,752)
badge-number: 20 xyxy=(508,311,538,324)
